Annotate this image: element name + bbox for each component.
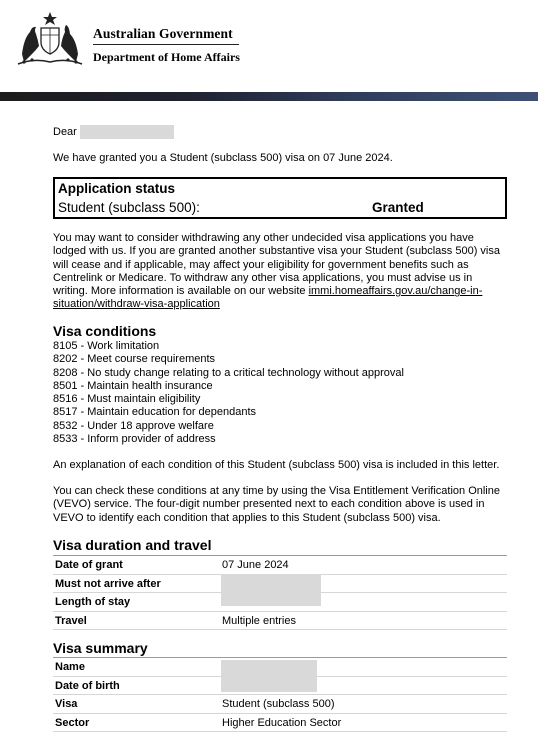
table-row (53, 695, 507, 714)
table-row (53, 556, 507, 575)
table-row (53, 714, 507, 733)
redacted-personal-details (221, 660, 317, 692)
application-status-box (53, 177, 507, 219)
status-value: Granted (372, 200, 424, 215)
salutation: Dear (53, 126, 77, 138)
conditions-list (53, 340, 404, 446)
table-row (53, 612, 507, 631)
condition-item: 8501 - Maintain health insurance (53, 379, 213, 392)
redacted-dates (221, 574, 321, 606)
row-key: Travel (55, 614, 87, 627)
condition-item: 8532 - Under 18 approve welfare (53, 419, 214, 432)
row-key: Sector (55, 716, 90, 729)
condition-item: 8208 - No study change relating to a critical technology without approval (53, 366, 404, 379)
withdraw-paragraph (53, 232, 509, 312)
row-key: Name (55, 661, 85, 673)
row-key: Must not arrive after (55, 577, 161, 590)
header-band (0, 92, 538, 101)
status-heading: Application status (58, 181, 176, 196)
condition-item: 8105 - Work limitation (53, 340, 160, 352)
condition-item: 8533 - Inform provider of address (53, 433, 216, 446)
row-value: Multiple entries (222, 614, 296, 627)
row-key: Date of birth (55, 679, 120, 692)
row-key: Visa (55, 698, 78, 710)
coat-of-arms-icon (14, 10, 86, 68)
letterhead (0, 0, 538, 92)
condition-item: 8516 - Must maintain eligibility (53, 393, 201, 406)
department-title: Department of Home Affairs (93, 50, 240, 64)
duration-heading: Visa duration and travel (53, 537, 212, 553)
vevo-paragraph: You can check these conditions at any time by using the Visa Entitlement Verification Online (VEVO) service. The four-digit number presented next to each condition above is used in VEVO to identify each condition that applies to this Student (subclass 500) visa. (53, 485, 500, 524)
explanation-paragraph: An explanation of each condition of this Student (subclass 500) visa is included in this letter. (53, 459, 500, 471)
row-key: Length of stay (55, 596, 131, 608)
row-value: 07 June 2024 (222, 559, 289, 571)
government-title: Australian Government (93, 26, 233, 41)
status-label: Student (subclass 500): (58, 200, 200, 215)
withdraw-link[interactable]: immi.homeaffairs.gov.au/change-in-situation/withdraw-visa-application (53, 285, 483, 311)
summary-heading: Visa summary (53, 640, 148, 656)
row-value: Higher Education Sector (222, 716, 342, 729)
redacted-name (80, 125, 174, 139)
conditions-heading: Visa conditions (53, 323, 157, 339)
granted-line: We have granted you a Student (subclass 500) visa on 07 June 2024. (53, 152, 393, 164)
row-value: Student (subclass 500) (222, 698, 335, 710)
header-divider (93, 44, 239, 45)
withdraw-text: You may want to consider withdrawing any other undecided visa applications you have lodged with us. If you are granted another substantive visa your Student (subclass 500) visa will cease and if applicable, may affect your eligibility for government benefits such as Centrelink or Medicare. To withdraw any other visa applications, you must advise us in writing. More information is available on our website (53, 232, 500, 298)
row-key: Date of grant (55, 559, 123, 571)
condition-item: 8202 - Meet course requirements (53, 353, 216, 366)
condition-item: 8517 - Maintain education for dependants (53, 406, 257, 419)
